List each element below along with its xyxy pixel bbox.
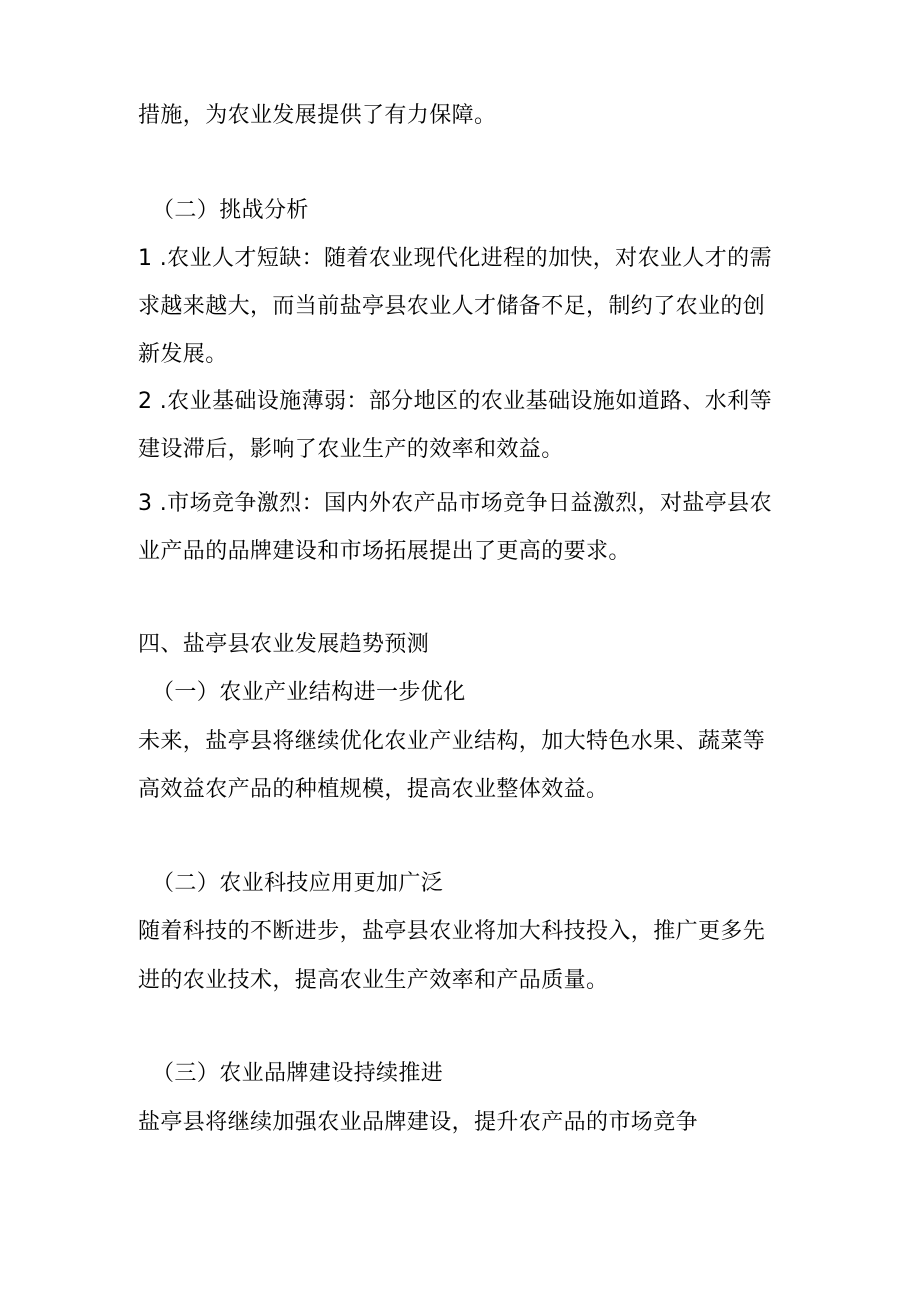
paragraph-line: 2 .农业基础设施薄弱：部分地区的农业基础设施如道路、水利等 (138, 389, 772, 414)
paragraph-line: 盐亭县将继续加强农业品牌建设，提升农产品的市场竞争 (138, 1110, 699, 1135)
paragraph-line: 未来，盐亭县将继续优化农业产业结构，加大特色水果、蔬菜等 (138, 729, 766, 754)
chapter-heading: 四、盐亭县农业发展趋势预测 (138, 632, 430, 657)
section-heading: （二）农业科技应用更加广泛 (152, 871, 444, 896)
section-heading: （二）挑战分析 (152, 198, 309, 223)
paragraph-line: 措施，为农业发展提供了有力保障。 (138, 103, 497, 128)
paragraph-line: 新发展。 (138, 342, 228, 367)
paragraph-line: 3 .市场竞争激烈：国内外农产品市场竞争日益激烈，对盐亭县农 (138, 491, 772, 516)
paragraph-line: 建设滞后，影响了农业生产的效率和效益。 (138, 437, 564, 462)
paragraph-line: 求越来越大，而当前盐亭县农业人才储备不足，制约了农业的创 (138, 294, 766, 319)
paragraph-line: 随着科技的不断进步，盐亭县农业将加大科技投入，推广更多先 (138, 919, 766, 944)
paragraph-line: 高效益农产品的种植规模，提高农业整体效益。 (138, 777, 609, 802)
paragraph-line: 进的农业技术，提高农业生产效率和产品质量。 (138, 968, 609, 993)
section-heading: （一）农业产业结构进一步优化 (152, 680, 466, 705)
paragraph-line: 1 .农业人才短缺：随着农业现代化进程的加快，对农业人才的需 (138, 246, 772, 271)
paragraph-line: 业产品的品牌建设和市场拓展提出了更高的要求。 (138, 539, 631, 564)
section-heading: （三）农业品牌建设持续推进 (152, 1061, 444, 1086)
